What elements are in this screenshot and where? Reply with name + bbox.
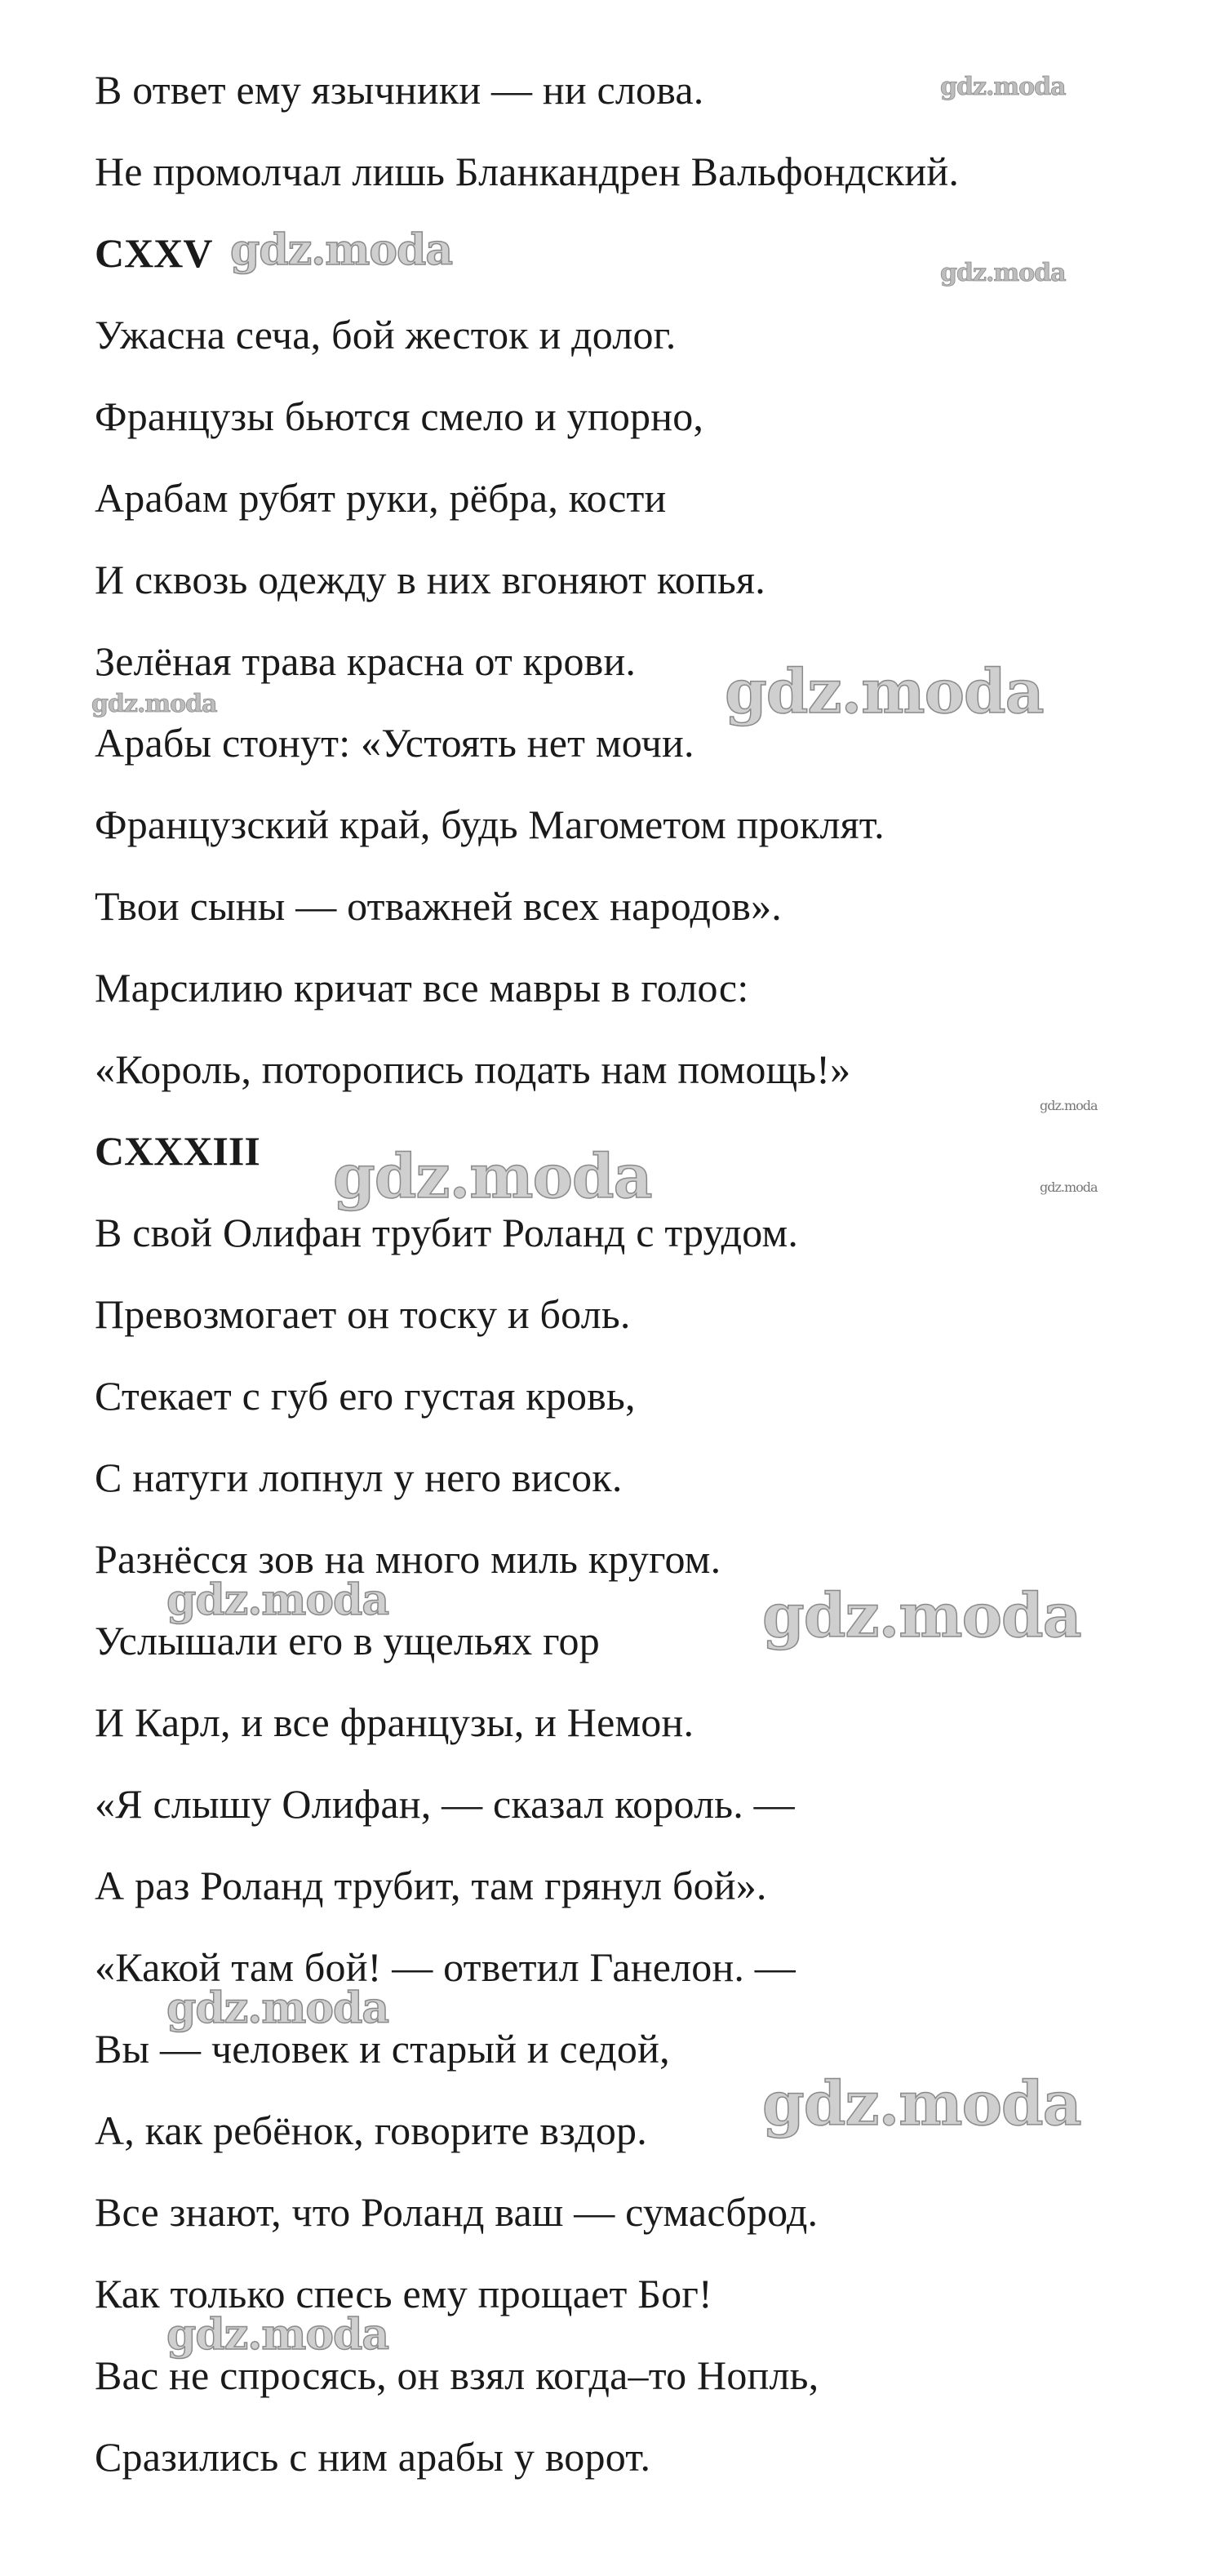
poem-line: Французский край, будь Магометом проклят.: [95, 802, 885, 847]
poem-line: Услышали его в ущельях гор: [95, 1618, 600, 1663]
poem-line: Стекает с губ его густая кровь,: [95, 1373, 636, 1419]
watermark: gdz.moda: [762, 2069, 1081, 2139]
watermark: gdz.moda: [230, 225, 453, 275]
poem-line: Превозмогает он тоску и боль.: [95, 1291, 631, 1337]
poem-line: «Я слышу Олифан, — сказал король. —: [95, 1781, 795, 1827]
poem-line: И сквозь одежду в них вгоняют копья.: [95, 557, 765, 602]
poem-line: Арабы стонут: «Устоять нет мочи.: [95, 720, 694, 766]
watermark: gdz.moda: [940, 259, 1066, 287]
poem-line: «Какой там бой! — ответил Ганелон. —: [95, 1944, 797, 1990]
poem-line: С натуги лопнул у него висок.: [95, 1455, 623, 1500]
poem-line: Не промолчал лишь Бланкандрен Вальфондский.: [95, 149, 960, 194]
poem-line: Арабам рубят руки, рёбра, кости: [95, 475, 667, 521]
watermark: gdz.moda: [762, 1581, 1081, 1651]
poem-line: Все знают, что Роланд ваш — сумасброд.: [95, 2189, 819, 2235]
watermark: gdz.moda: [91, 690, 217, 718]
poem-line: Сразились с ним арабы у ворот.: [95, 2434, 651, 2480]
watermark: gdz.moda: [940, 73, 1066, 101]
watermark: gdz.moda: [1040, 1179, 1098, 1195]
stanza-heading: CXXXIII: [95, 1128, 260, 1174]
poem-line: Разнёсся зов на много миль кругом.: [95, 1536, 721, 1582]
poem-line: Как только спесь ему прощает Бог!: [95, 2271, 712, 2316]
watermark: gdz.moda: [333, 1142, 652, 1212]
stanza-heading: CXXV: [95, 230, 213, 276]
watermark: gdz.moda: [166, 1983, 389, 2033]
poem-line: А раз Роланд трубит, там грянул бой».: [95, 1863, 767, 1908]
poem-line: «Король, поторопись подать нам помощь!»: [95, 1046, 851, 1092]
poem-line: Марсилию кричат все мавры в голос:: [95, 965, 749, 1010]
watermark: gdz.moda: [166, 1575, 389, 1625]
poem-line: Вы — человек и старый и седой,: [95, 2026, 670, 2072]
watermark: gdz.moda: [725, 657, 1044, 727]
poem-line: И Карл, и все французы, и Немон.: [95, 1699, 694, 1745]
poem-line: Французы бьются смело и упорно,: [95, 393, 704, 439]
watermark: gdz.moda: [166, 2310, 389, 2360]
poem-line: В ответ ему язычники — ни слова.: [95, 67, 704, 113]
poem-line: Вас не спросясь, он взял когда–то Нопль,: [95, 2352, 819, 2398]
poem-line: В свой Олифан трубит Роланд с трудом.: [95, 1210, 799, 1255]
watermark: gdz.moda: [1040, 1098, 1098, 1113]
poem-line: Твои сыны — отважней всех народов».: [95, 883, 783, 929]
poem-line: Зелёная трава красна от крови.: [95, 638, 637, 684]
poem-line: Ужасна сеча, бой жесток и долог.: [95, 312, 677, 358]
poem-line: А, как ребёнок, говорите вздор.: [95, 2107, 647, 2153]
